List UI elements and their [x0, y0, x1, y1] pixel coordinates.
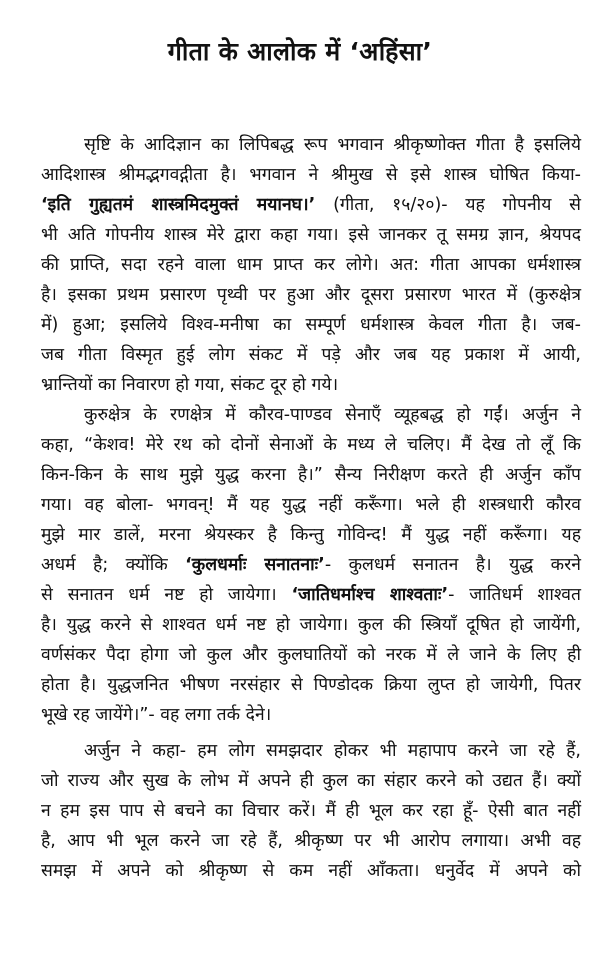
paragraph-1-line-5: की प्राप्ति, सदा रहने वाला धाम प्राप्त कर लोगे। अत: गीता आपका धर्मशास्त्र: [41, 255, 581, 275]
paragraph-2-line-9: वर्णसंकर पैदा होगा जो कुल और कुलघातियों को नरक में ले जाने के लिए ही: [41, 645, 581, 665]
paragraph-1-line-9: भ्रान्तियों का निवारण हो गया, संकट दूर हो गये।: [41, 375, 339, 395]
paragraph-2-line-5: मुझे मार डालें, मरना श्रेयस्कर है किन्तु गोविन्द! मैं युद्ध नहीं करूँगा। यह: [41, 525, 581, 545]
paragraph-1-line-6: है। इसका प्रथम प्रसारण पृथ्वी पर हुआ और दूसरा प्रसारण भारत में (कुरुक्षेत्र: [41, 285, 581, 305]
citation-text: (गीता, १५/२०)- यह गोपनीय से: [315, 195, 581, 215]
paragraph-2-line-3: किन-किन के साथ मुझे युद्ध करना है।” सैन्य निरीक्षण करते ही अर्जुन काँप: [41, 465, 581, 485]
paragraph-3-line-2: जो राज्य और सुख के लोभ में अपने ही कुल का संहार करने को उद्यत हैं। क्यों: [41, 771, 581, 791]
paragraph-1-line-3: [41, 192, 581, 218]
shloka-quote: ‘कुलधर्माः सनातनाः’: [185, 555, 325, 575]
text-run: - जातिधर्म शाश्वत: [448, 585, 581, 605]
paragraph-2-line-6: [41, 552, 581, 578]
paragraph-3-line-5: समझ में अपने को श्रीकृष्ण से कम नहीं आँकता। धनुर्वेद में अपने को: [41, 861, 581, 881]
paragraph-2-line-2: कहा, “केशव! मेरे रथ को दोनों सेनाओं के मध्य ले चलिए। मैं देख तो लूँ कि: [41, 435, 581, 455]
paragraph-2-line-7: [41, 582, 581, 608]
paragraph-2-line-8: है। युद्ध करने से शाश्वत धर्म नष्ट हो जायेगा। कुल की स्त्रियाँ दूषित हो जायेंगी,: [41, 615, 581, 635]
text-run: अधर्म है; क्योंकि: [41, 555, 186, 575]
paragraph-3-line-3: न हम इस पाप से बचने का विचार करें। मैं ही भूल कर रहा हूँ- ऐसी बात नहीं: [41, 801, 581, 821]
paragraph-3-line-1: अर्जुन ने कहा- हम लोग समझदार होकर भी महापाप करने जा रहे हैं,: [84, 741, 581, 761]
paragraph-1-line-4: भी अति गोपनीय शास्त्र मेरे द्वारा कहा गया। इसे जानकर तू समग्र ज्ञान, श्रेयपद: [41, 225, 581, 245]
paragraph-1-line-1: सृष्टि के आदिज्ञान का लिपिबद्ध रूप भगवान श्रीकृष्णोक्त गीता है इसलिये: [84, 135, 581, 155]
page-title: गीता के आलोक में ‘अहिंसा’: [167, 37, 433, 66]
paragraph-1-line-7: में) हुआ; इसलिये विश्व-मनीषा का सम्पूर्ण धर्मशास्त्र केवल गीता है। जब-: [41, 315, 581, 335]
text-run: - कुलधर्म सनातन है। युद्ध करने: [324, 555, 581, 575]
text-run: से सनातन धर्म नष्ट हो जायेगा।: [41, 585, 292, 605]
shloka-quote: ‘जातिधर्माश्च शाश्वताः’: [291, 585, 449, 605]
paragraph-3-line-4: है, आप भी भूल करने जा रहे हैं, श्रीकृष्ण पर भी आरोप लगाया। अभी वह: [41, 831, 581, 851]
paragraph-1-line-8: जब गीता विस्मृत हुई लोग संकट में पड़े और जब यह प्रकाश में आयी,: [41, 345, 581, 365]
paragraph-1-line-2: आदिशास्त्र श्रीमद्भगवद्गीता है। भगवान ने श्रीमुख से इसे शास्त्र घोषित किया-: [41, 165, 581, 185]
paragraph-2-line-1: कुरुक्षेत्र के रणक्षेत्र में कौरव-पाण्डव सेनाएँ व्यूहबद्ध हो गईं। अर्जुन ने: [84, 405, 581, 425]
paragraph-2-line-10: होता है। युद्धजनित भीषण नरसंहार से पिण्डोदक क्रिया लुप्त हो जायेगी, पितर: [41, 675, 581, 695]
shloka-quote: ‘इति गुह्यतमं शास्त्रमिदमुक्तं मयानघ।’: [41, 195, 316, 215]
paragraph-2-line-4: गया। वह बोला- भगवन्! मैं यह युद्ध नहीं करूँगा। भले ही शस्त्रधारी कौरव: [41, 495, 581, 515]
paragraph-2-line-11: भूखे रह जायेंगे।”- वह लगा तर्क देने।: [41, 705, 272, 725]
